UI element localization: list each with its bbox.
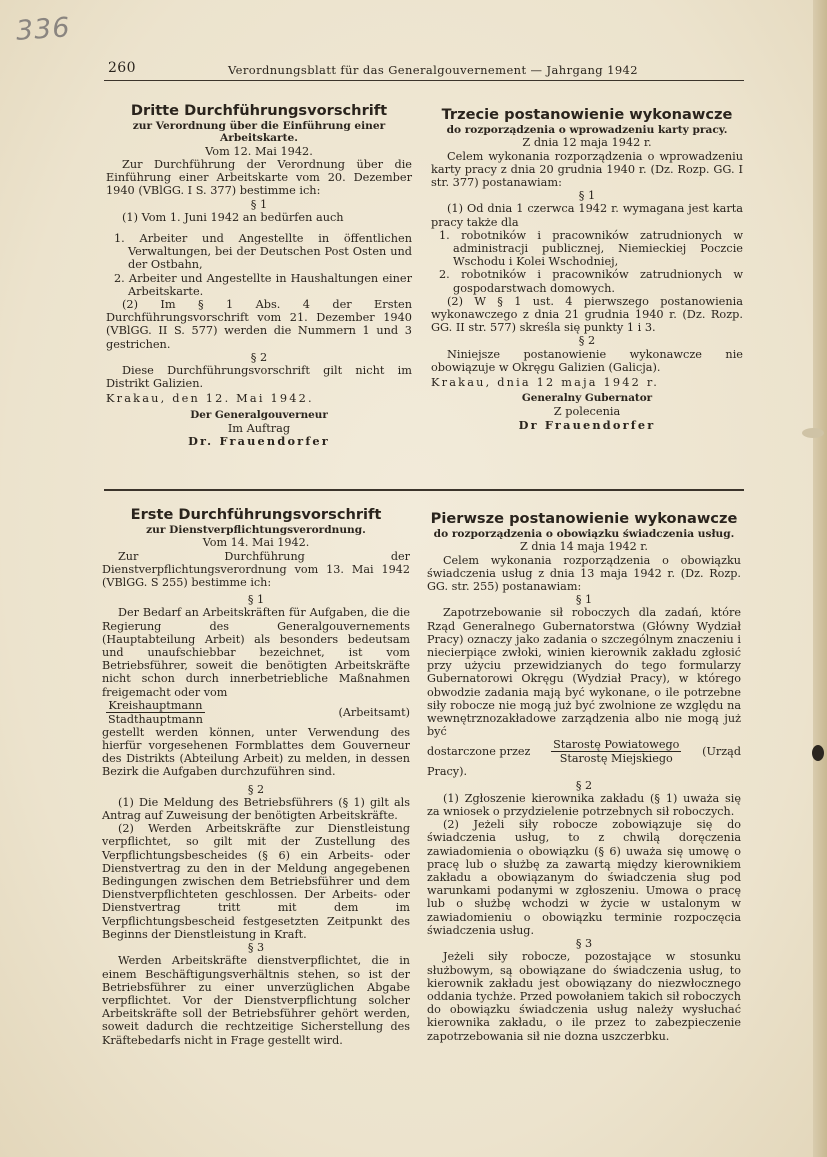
intro-paragraph: Zur Durchführung der Verordnung über die Einführung einer Arbeitskarte vom 20. Dezember 1940 (VBlGG. I S. 377) bestimme ich:	[106, 158, 412, 198]
paragraph: (2) W § 1 ust. 4 pierwszego postanowienia wykonawczego z dnia 21 grudnia 1940 r. (Dz. Rozp. GG. II str. 577) skreśla się punkty 1 i 3.	[431, 294, 743, 335]
paragraph-sign: § 1	[578, 189, 596, 203]
bottom-right-column	[427, 510, 741, 1043]
gazette-title: Verordnungsblatt für das Generalgouvernement — Jahrgang 1942	[228, 63, 638, 77]
fraction-line	[427, 738, 741, 765]
section-title: Dritte Durchführungsvorschrift	[130, 102, 388, 119]
list-item: 1. robotników i pracowników zatrudnionych w administracji publicznej, Niemieckiej Poczcie Wschodu i Kolei Wschodniej,	[439, 228, 743, 269]
list-item: 2. Arbeiter und Angestellte in Haushaltungen einer Arbeitskarte.	[114, 271, 412, 298]
place-date: Krakau, den 12. Mai 1942.	[106, 392, 314, 406]
section-title: Erste Durchführungsvorschrift	[130, 506, 382, 523]
fraction-numerator: Kreishauptmann	[106, 699, 205, 713]
paragraph-sign: § 3	[575, 937, 593, 951]
fraction-suffix: (Arbeitsamt)	[338, 705, 410, 719]
section-title: Pierwsze postanowienie wykonawcze	[430, 510, 738, 527]
paragraph: Der Bedarf an Arbeitskräften für Aufgaben, die die Regierung des Generalgouvernements (Hauptabteilung Arbeit) als besonders bedeutsam und unaufschiebbar bezeichnet, ist vom Betriebsführer, soweit die benötigten Arbeitskräfte nicht schon durch innerbetriebliche Maßnahmen freigemacht oder vom	[102, 606, 410, 699]
paragraph: (1) Vom 1. Juni 1942 an bedürfen auch	[122, 210, 344, 224]
authority-fraction	[551, 738, 681, 765]
list-item: 1. Arbeiter und Angestellte in öffentlichen Verwaltungen, bei der Deutschen Post Osten und der Ostbahn,	[114, 232, 412, 272]
paragraph-sign: § 1	[247, 593, 265, 607]
paragraph: Jeżeli siły robocze, pozostające w stosunku służbowym, są obowiązane do świadczenia usług, to kierownik zakładu jest obowiązany do niezwłocznego oddania tychże. Przed powołaniem takich sił roboczych do obowiązku świadczenia usług należy wysłuchać kierownika zakładu, o ile przez to zabezpieczenie zapotrzebowania sił nie dozna uszczerbku.	[427, 950, 741, 1043]
top-left-column	[106, 102, 412, 448]
page-number: 260	[108, 60, 136, 76]
paragraph-sign: § 2	[578, 334, 596, 348]
paragraph: (2) Werden Arbeitskräfte zur Dienstleistung verpflichtet, so gilt mit der Zustellung des Verpflichtungsbescheides (§ 6) ein Arbeits- oder Dienstvertrag zu den in der Meldung angegebenen Bedingungen zwischen dem Betriebsführer und dem Dienstverpflichteten geschlossen. Der Arbeits- oder Dienstvertrag tritt mit dem im Verpflichtungsbescheid festgesetzten Zeitpunkt des Beginns der Dienstleistung in Kraft.	[102, 822, 410, 941]
paragraph-sign: § 1	[575, 593, 593, 607]
fraction-suffix: (Urząd	[702, 745, 741, 759]
section-date: Vom 12. Mai 1942.	[205, 144, 313, 158]
fraction-prefix: dostarczone przez	[427, 745, 531, 759]
paragraph: (1) Od dnia 1 czerwca 1942 r. wymagana jest karta pracy także dla	[431, 202, 743, 229]
place-date: Krakau, dnia 12 maja 1942 r.	[431, 376, 659, 390]
paragraph: (2) Jeżeli siły robocze zobowiązuje się do świadczenia usług, to z chwilą doręczenia zawiadomienia o obowiązku (§ 6) uważa się umowę o pracę lub o służbę za zawartą między kierownikiem zakładu a obowiązanym do świadczenia sług pod warunkami podanymi w zgłoszeniu. Umowa o pracę lub o służbę wchodzi w życie w ustalonym w zawiadomieniu o obowiązku terminie rozpoczęcia świadczenia usług.	[427, 818, 741, 937]
paper-damage	[802, 428, 824, 438]
bottom-left-column	[102, 506, 410, 1047]
signature-name: Dr. Frauendorfer	[188, 434, 330, 449]
signature-line: Z polecenia	[553, 405, 621, 419]
section-subtitle: zur Verordnung über die Einführung einer Arbeitskarte.	[132, 120, 386, 145]
fraction-numerator: Starostę Powiatowego	[553, 738, 680, 752]
fraction-denominator: Starostę Miejskiego	[559, 752, 673, 766]
paragraph: Werden Arbeitskräfte dienstverpflichtet, die in einem Beschäftigungsverhältnis stehen, so ist der Betriebsführer zu einer unverzüglichen Abgabe verpflichtet. Vor der Dienstverpflichtung solcher Arbeitskräfte soll der Betriebsführer gehört werden, soweit dadurch die rechtzeitige Sicherstellung des Kräftebedarfs nicht in Frage gestellt wird.	[102, 954, 410, 1047]
list-item: 2. robotników i pracowników zatrudnionych w gospodarstwach domowych.	[439, 268, 743, 295]
intro-paragraph: Celem wykonania rozporządzenia o wprowadzeniu karty pracy z dnia 20 grudnia 1940 r. (Dz. Rozp. GG. I str. 377) postanawiam:	[431, 149, 743, 190]
paragraph: Niniejsze postanowienie wykonawcze nie obowiązuje w Okręgu Galizien (Galicja).	[431, 347, 743, 374]
intro-paragraph: Zur Durchführung der Dienstverpflichtungsverordnung vom 13. Mai 1942 (VBlGG. S 255) bestimme ich:	[102, 549, 410, 590]
paragraph: Zapotrzebowanie sił roboczych dla zadań, które Rząd Generalnego Gubernatorstwa (Główny Wydział Pracy) oznaczy jako zadania o szczególnym znaczeniu i niecierpiące zwłoki, winien kierownik zakładu zgłosić przy użyciu przewidzianych do tego formularzy Gubernatorowi Okręgu (Wydział Pracy), w którego obwodzie zadania mają być wykonane, o ile potrzebne siły robocze nie mogą już być zwolnione ze względu na wewnętrznozakładowe zarządzenia albo nie mogą już być	[427, 606, 741, 739]
authority-fraction	[106, 699, 205, 726]
section-subtitle: do rozporządzenia o wprowadzeniu karty pracy.	[446, 124, 728, 136]
paragraph-sign: § 1	[250, 197, 268, 211]
section-subtitle: do rozporządzenia o obowiązku świadczenia usług.	[433, 528, 735, 540]
ink-blot	[812, 745, 824, 761]
paragraph: Pracy).	[427, 765, 468, 779]
section-date: Z dnia 14 maja 1942 r.	[520, 540, 648, 554]
fraction-denominator: Stadthauptmann	[108, 712, 203, 726]
header-rule	[104, 80, 744, 81]
section-subtitle: zur Dienstverpflichtungsverordnung.	[146, 524, 366, 536]
page-edge	[813, 0, 827, 1157]
paragraph-sign: § 3	[247, 941, 265, 955]
section-divider	[104, 489, 744, 491]
paragraph-sign: § 2	[247, 782, 265, 796]
top-right-column	[431, 106, 743, 432]
intro-paragraph: Celem wykonania rozporządzenia o obowiązku świadczenia usług z dnia 13 maja 1942 r. (Dz. Rozp. GG. str. 255) postanawiam:	[427, 553, 741, 594]
paragraph: (1) Zgłoszenie kierownika zakładu (§ 1) uważa się za wniosek o przydzielenie potrzebnych sił roboczych.	[427, 791, 741, 819]
paragraph: gestellt werden können, unter Verwendung des hierfür vorgesehenen Formblattes dem Gouverneur des Distrikts (Abteilung Arbeit) zu melden, in dessen Bezirk die Aufgaben durchzuführen sind.	[102, 725, 410, 779]
signature-title: Generalny Gubernator	[521, 392, 653, 405]
paragraph-sign: § 2	[575, 778, 593, 792]
paragraph: Diese Durchführungsvorschrift gilt nicht im Distrikt Galizien.	[106, 364, 412, 391]
section-date: Z dnia 12 maja 1942 r.	[522, 136, 652, 150]
section-date: Vom 14. Mai 1942.	[202, 536, 310, 550]
paragraph-sign: § 2	[250, 350, 268, 364]
signature-name: Dr Frauendorfer	[518, 417, 656, 432]
fraction-line	[102, 699, 410, 726]
paragraph: (2) Im § 1 Abs. 4 der Ersten Durchführungsvorschrift vom 21. Dezember 1940 (VBlGG. II S. 577) werden die Nummern 1 und 3 gestrichen.	[106, 298, 412, 351]
handwritten-page-number: 336	[14, 12, 72, 47]
signature-title: Der Generalgouverneur	[190, 408, 328, 421]
section-title: Trzecie postanowienie wykonawcze	[441, 106, 733, 123]
paragraph: (1) Die Meldung des Betriebsführers (§ 1) gilt als Antrag auf Zuweisung der benötigten Arbeitskräfte.	[102, 795, 410, 823]
signature-line: Im Auftrag	[227, 421, 291, 435]
